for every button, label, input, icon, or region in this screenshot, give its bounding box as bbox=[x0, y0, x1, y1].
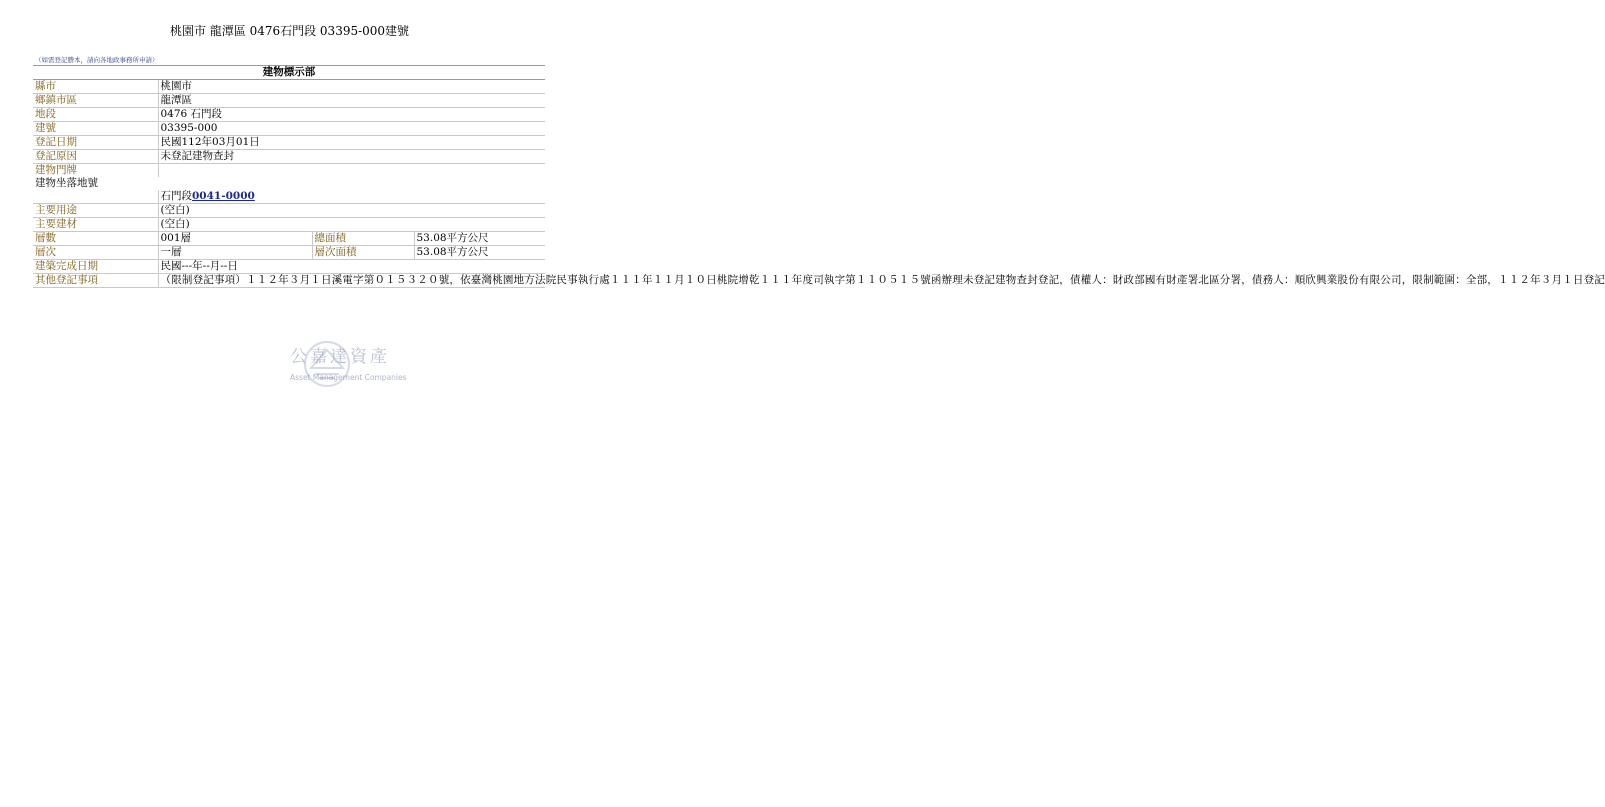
label-building-no: 建號 bbox=[33, 122, 158, 136]
label-reg-reason: 登記原因 bbox=[33, 150, 158, 164]
page-title: 桃園市 龍潭區 0476石門段 03395-000建號 bbox=[169, 24, 410, 38]
label-township: 鄉鎮市區 bbox=[33, 94, 158, 108]
label-main-use: 主要用途 bbox=[33, 204, 158, 218]
value-main-material: (空白) bbox=[158, 218, 545, 232]
row-land-location-value bbox=[33, 190, 545, 204]
label-main-material: 主要建材 bbox=[33, 218, 158, 232]
watermark-subtitle: Asset Management Companies bbox=[290, 373, 407, 382]
value-floors: 001層 bbox=[158, 232, 312, 246]
label-county: 縣市 bbox=[33, 80, 158, 94]
value-township: 龍潭區 bbox=[158, 94, 545, 108]
land-section-text: 石門段 bbox=[160, 190, 192, 202]
row-township bbox=[33, 94, 545, 108]
label-land-location: 建物坐落地號 bbox=[35, 177, 98, 189]
value-floor-level: 一層 bbox=[158, 246, 312, 260]
value-completion: 民國---年--月--日 bbox=[158, 260, 545, 274]
row-county bbox=[33, 80, 545, 94]
label-floors: 層數 bbox=[33, 232, 158, 246]
row-building-no bbox=[33, 122, 545, 136]
row-section bbox=[33, 108, 545, 122]
value-building-no: 03395-000 bbox=[158, 122, 545, 136]
section-title: 建物標示部 bbox=[33, 66, 545, 80]
label-completion: 建築完成日期 bbox=[33, 260, 158, 274]
row-reg-date bbox=[33, 136, 545, 150]
label-section: 地段 bbox=[33, 108, 158, 122]
label-door-plate: 建物門牌 bbox=[35, 164, 77, 176]
row-reg-reason bbox=[33, 150, 545, 164]
notice-text: （如需登記謄本，請向各地政事務所申請） bbox=[35, 56, 159, 64]
row-floors bbox=[33, 232, 545, 246]
value-other: （限制登記事項）１１２年３月１日溪電字第０１５３２０號，依臺灣桃園地方法院民事執行處１１１年１１月１０日桃院增乾１１１年度司執字第１１０５１５號函辦理未登記建物查封登記，債權人：財政部國有財產署北區分署，債務人：順欣興業股份有限公司，限制範圍：全部，１１２年３月１日登記 bbox=[158, 274, 545, 288]
value-door-plate bbox=[158, 164, 545, 178]
value-reg-reason: 未登記建物查封 bbox=[158, 150, 545, 164]
row-land-location bbox=[33, 177, 545, 190]
label-other: 其他登記事項 bbox=[33, 274, 158, 288]
label-floor-level: 層次 bbox=[33, 246, 158, 260]
value-main-use: (空白) bbox=[158, 204, 545, 218]
row-main-material bbox=[33, 218, 545, 232]
row-other bbox=[33, 274, 545, 288]
value-reg-date: 民國112年03月01日 bbox=[158, 136, 545, 150]
label-floor-area: 層次面積 bbox=[312, 246, 414, 260]
value-section: 0476 石門段 bbox=[158, 108, 545, 122]
row-floor-level bbox=[33, 246, 545, 260]
building-register-table bbox=[33, 65, 1605, 288]
value-total-area: 53.08平方公尺 bbox=[414, 232, 545, 246]
value-county: 桃園市 bbox=[158, 80, 545, 94]
land-number-link[interactable]: 0041-0000 bbox=[192, 190, 255, 202]
label-reg-date: 登記日期 bbox=[33, 136, 158, 150]
value-floor-area: 53.08平方公尺 bbox=[414, 246, 545, 260]
value-land-location bbox=[158, 190, 545, 204]
row-completion bbox=[33, 260, 545, 274]
row-main-use bbox=[33, 204, 545, 218]
label-total-area: 總面積 bbox=[312, 232, 414, 246]
watermark-name: 公嘉達資產 bbox=[290, 347, 390, 367]
row-door-plate bbox=[33, 164, 545, 178]
